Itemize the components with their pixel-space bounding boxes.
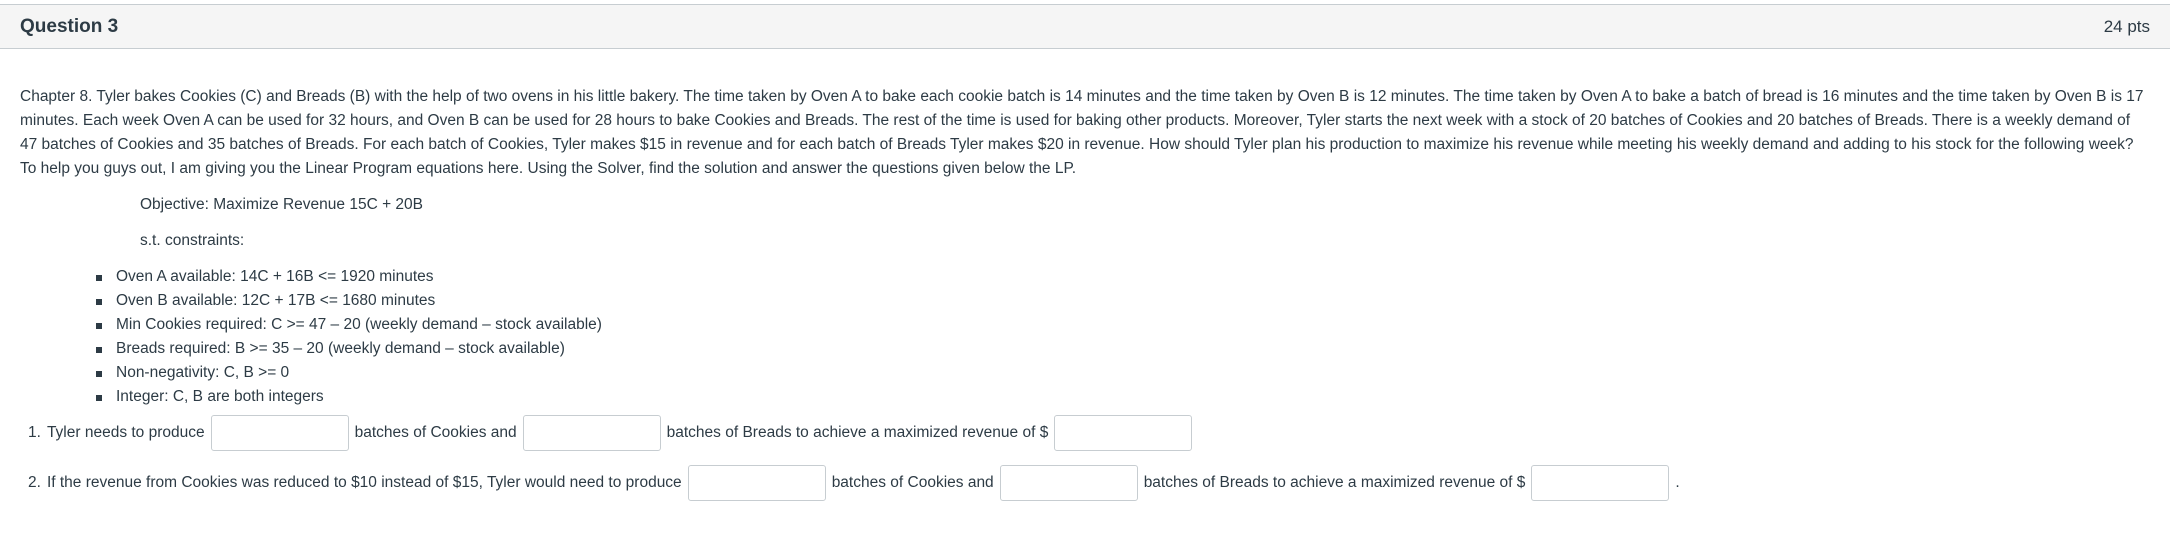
cookies-batches-input[interactable]: [688, 465, 826, 501]
objective-text: Objective: Maximize Revenue 15C + 20B: [140, 196, 424, 213]
revenue-input[interactable]: [1054, 415, 1192, 451]
breads-batches-input[interactable]: [1000, 465, 1138, 501]
answer-end: .: [1675, 474, 1680, 491]
constraints-list: [20, 265, 2150, 409]
bullet-icon: [96, 299, 102, 305]
constraint-text: Non-negativity: C, B >= 0: [116, 364, 290, 381]
constraint-text: Integer: C, B are both integers: [116, 388, 324, 405]
answer-text: batches of Breads to achieve a maximized revenue of $: [666, 424, 1049, 441]
constraint-text: Min Cookies required: C >= 47 – 20 (weekly demand – stock available): [116, 316, 602, 333]
list-item: [116, 313, 2150, 337]
answer-text: If the revenue from Cookies was reduced to $10 instead of $15, Tyler would need to produce: [46, 474, 682, 491]
constraint-text: Breads required: B >= 35 – 20 (weekly demand – stock available): [116, 340, 565, 357]
answer-line-2: [20, 463, 2150, 503]
constraint-text: Oven A available: 14C + 16B <= 1920 minutes: [116, 268, 434, 285]
question-card: [0, 4, 2170, 551]
cookies-batches-input[interactable]: [211, 415, 349, 451]
answer-line-1: [20, 413, 2150, 453]
list-item: [116, 265, 2150, 289]
answer-number: 2.: [28, 474, 41, 491]
answer-text: batches of Cookies and: [831, 474, 994, 491]
bullet-icon: [96, 347, 102, 353]
list-item: [116, 385, 2150, 409]
bullet-icon: [96, 395, 102, 401]
question-intro: Chapter 8. Tyler bakes Cookies (C) and Breads (B) with the help of two ovens in his little bakery. The time taken by Oven A to bake each cookie batch is 14 minutes and the time taken by Oven B is 12 minutes. The time taken by Oven A to bake a batch of bread is 16 minutes and the time taken by Oven B is 17 minutes. Each week Oven A can be used for 32 hours, and Oven B can be used for 28 hours to bake Cookies and Breads. The rest of the time is used for baking other products. Moreover, Tyler starts the next week with a stock of 20 batches of Cookies and 20 batches of Breads. There is a weekly demand of 47 batches of Cookies and 35 batches of Breads. For each batch of Cookies, Tyler makes $15 in revenue and for each batch of Breads Tyler makes $20 in revenue. How should Tyler plan his production to maximize his revenue while meeting his weekly demand and adding to his stock for the following week? To help you guys out, I am giving you the Linear Program equations here. Using the Solver, find the solution and answer the questions given below the LP.: [20, 88, 2144, 177]
question-header: [0, 5, 2170, 49]
constraint-text: Oven B available: 12C + 17B <= 1680 minutes: [116, 292, 436, 309]
list-item: [116, 361, 2150, 385]
question-points: 24 pts: [2103, 16, 2150, 36]
bullet-icon: [96, 371, 102, 377]
question-body: [0, 49, 2170, 503]
bullet-icon: [96, 323, 102, 329]
breads-batches-input[interactable]: [523, 415, 661, 451]
answer-text: Tyler needs to produce: [46, 424, 205, 441]
answer-text: batches of Cookies and: [354, 424, 517, 441]
list-item: [116, 289, 2150, 313]
question-title: Question 3: [20, 15, 119, 37]
list-item: [116, 337, 2150, 361]
bullet-icon: [96, 275, 102, 281]
constraints-heading: s.t. constraints:: [140, 232, 245, 249]
answer-text: batches of Breads to achieve a maximized revenue of $: [1143, 474, 1526, 491]
answer-number: 1.: [28, 424, 41, 441]
revenue-input[interactable]: [1531, 465, 1669, 501]
